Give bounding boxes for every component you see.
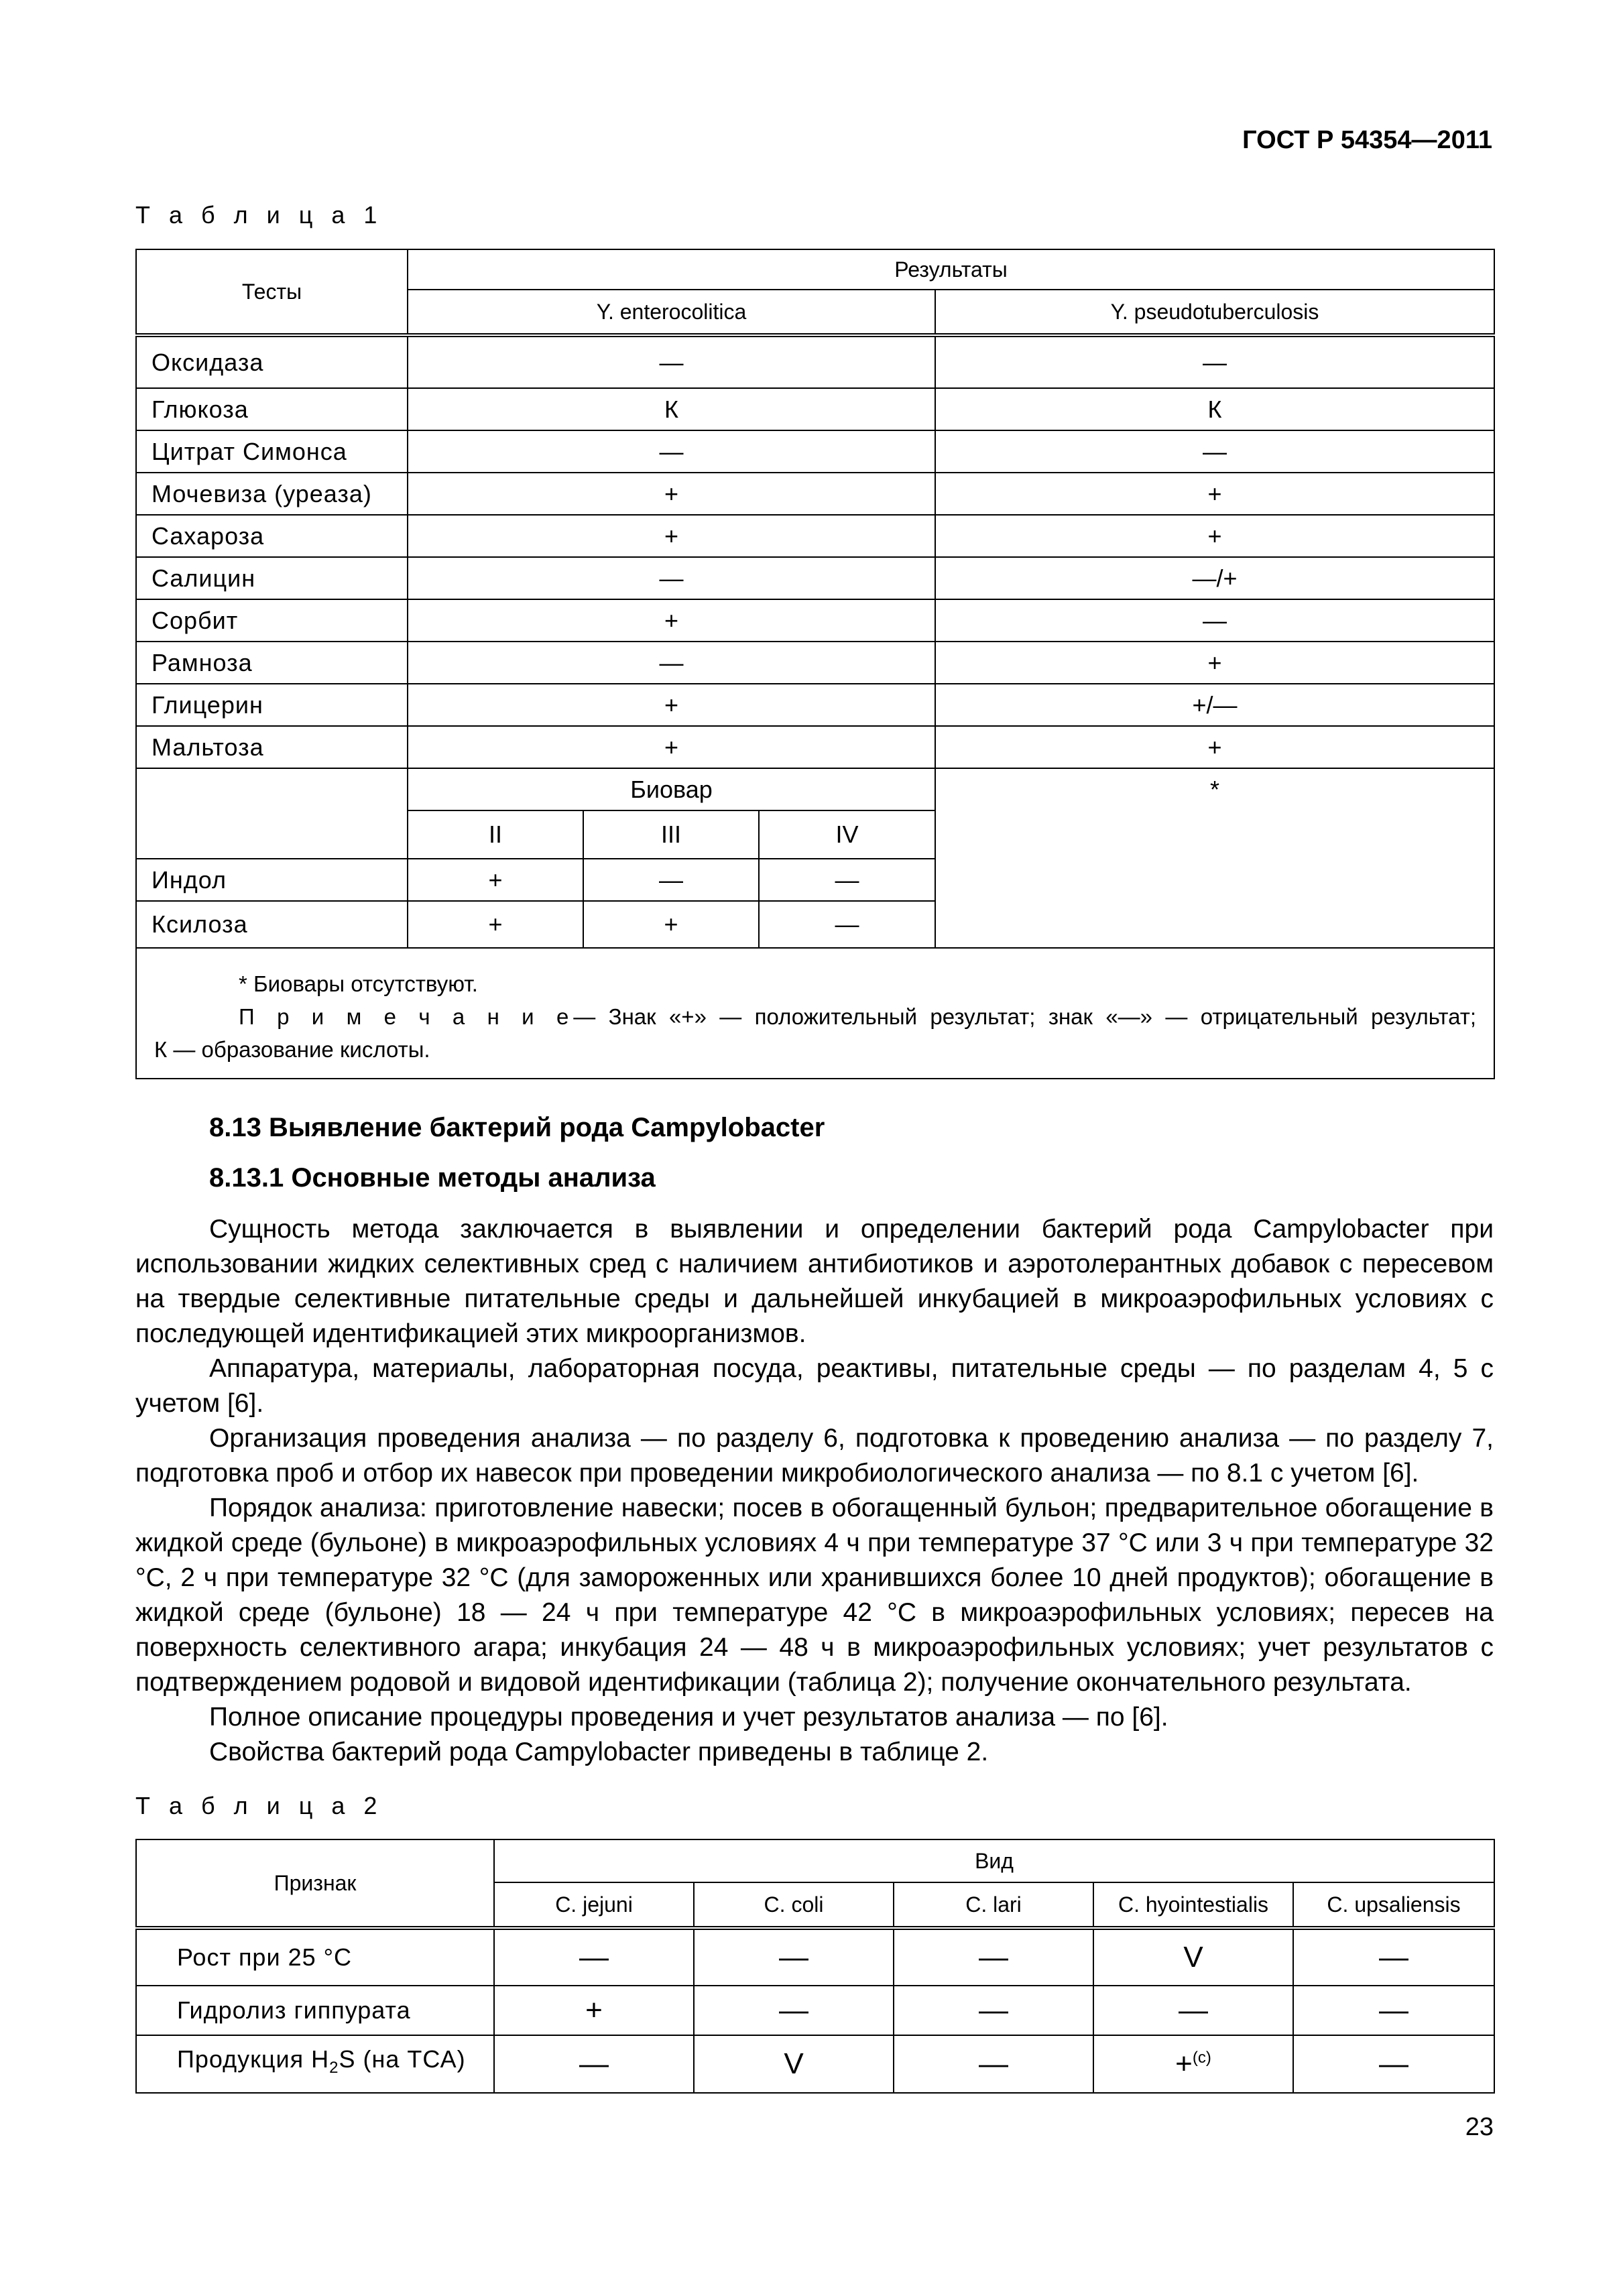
section-title: 8.13 Выявление бактерий рода Campylobacter (209, 1113, 825, 1142)
enterocolitica-value: + (408, 599, 935, 642)
enterocolitica-value: + (408, 684, 935, 726)
subscript: 2 (329, 2059, 339, 2077)
value-text: + (1175, 2047, 1193, 2080)
body-text (135, 1212, 1494, 1770)
sign-name (136, 2035, 494, 2093)
test-name: Глицерин (136, 684, 408, 726)
enterocolitica-value: — (408, 430, 935, 473)
footnote: * Биовары отсутствуют. (239, 971, 478, 996)
page-number: 23 (1465, 2113, 1494, 2141)
test-name: Глюкоза (136, 388, 408, 430)
pseudotuberculosis-value: + (935, 642, 1494, 684)
test-name: Ксилоза (136, 901, 408, 948)
table2-caption: Т а б л и ц а 2 (135, 1792, 383, 1819)
enterocolitica-value: + (408, 726, 935, 768)
table-row (136, 430, 1494, 473)
species-value: — (494, 2035, 694, 2093)
species-name: C. upsaliensis (1293, 1882, 1494, 1928)
pseudotuberculosis-value: К (935, 388, 1494, 430)
test-name: Цитрат Симонса (136, 430, 408, 473)
species-value (1093, 2035, 1293, 2093)
header-sign: Признак (136, 1839, 494, 1928)
species-name: C. hyointestialis (1093, 1882, 1293, 1928)
table-row (136, 335, 1494, 388)
biovar-value: + (408, 901, 583, 948)
table-row (136, 515, 1494, 557)
enterocolitica-value: — (408, 557, 935, 599)
table-row (136, 388, 1494, 430)
biovar-value: + (583, 901, 759, 948)
biovar-value: — (759, 859, 935, 901)
paragraph: Организация проведения анализа — по разделу 6, подготовка к проведению анализа — по разделу 7, подготовка проб и отбор их навесок при проведении микробиологического анализа — по 8.1 с учетом [6]. (135, 1424, 1494, 1488)
sign-text: Продукция H (177, 2045, 330, 2073)
test-name: Салицин (136, 557, 408, 599)
note-text-continued: К — образование кислоты. (154, 1037, 430, 1062)
pseudotuberculosis-value: — (935, 430, 1494, 473)
pseudotuberculosis-value: + (935, 726, 1494, 768)
species-value: — (894, 2035, 1093, 2093)
table1-notes (136, 948, 1494, 1079)
superscript: (с) (1192, 2049, 1211, 2067)
pseudotuberculosis-value: —/+ (935, 557, 1494, 599)
header-results: Результаты (408, 249, 1494, 290)
species-value: + (494, 1986, 694, 2035)
paragraph: Порядок анализа: приготовление навески; посев в обогащенный бульон; предварительное обогащение в жидкой среде (бульоне) в микроаэрофильных условиях 4 ч при температуре 37 °С или 3 ч при температуре 32 °С, 2 ч при температуре 32 °С (для замороженных или хранившихся более 10 дней продуктов); обогащение в жидкой среде (бульоне) 18 — 24 ч при температуре 42 °С в микроаэрофильных условиях; пересев на поверхность селективного агара; инкубация 24 — 48 ч в микроаэрофильных условиях; учет результатов с подтверждением родовой и видовой идентификации (таблица 2); получение окончательного результата. (135, 1494, 1494, 1697)
paragraph: Полное описание процедуры проведения и учет результатов анализа — по [6]. (209, 1703, 1168, 1732)
table-row (136, 557, 1494, 599)
standard-designation: ГОСТ Р 54354—2011 (1242, 126, 1492, 154)
paragraph: Аппаратура, материалы, лабораторная посуда, реактивы, питательные среды — по разделам 4, 5 с учетом [6]. (135, 1354, 1494, 1418)
enterocolitica-value: — (408, 642, 935, 684)
note-label: П р и м е ч а н и е (239, 1004, 574, 1029)
table-row (136, 1928, 1494, 1986)
test-name: Сахароза (136, 515, 408, 557)
test-name: Мальтоза (136, 726, 408, 768)
species-value: — (894, 1986, 1093, 2035)
biovar-value: — (759, 901, 935, 948)
species-value: — (1293, 1986, 1494, 2035)
species-value: — (894, 1928, 1093, 1986)
sign-text: S (на ТСА) (339, 2045, 466, 2073)
enterocolitica-value: + (408, 473, 935, 515)
empty-cell (136, 768, 408, 859)
test-name: Мочевиза (уреаза) (136, 473, 408, 515)
table-row (136, 473, 1494, 515)
test-name: Оксидаза (136, 335, 408, 388)
pseudotuberculosis-value: — (935, 599, 1494, 642)
biovar-value: — (583, 859, 759, 901)
species-value: — (1093, 1986, 1293, 2035)
header-species: Вид (494, 1839, 1494, 1882)
paragraph: Свойства бактерий рода Campylobacter приведены в таблице 2. (209, 1738, 989, 1766)
header-y-enterocolitica: Y. enterocolitica (408, 290, 935, 335)
pseudotuberculosis-value: + (935, 473, 1494, 515)
biovar-value: + (408, 859, 583, 901)
subsection-title: 8.13.1 Основные методы анализа (209, 1163, 656, 1193)
enterocolitica-value: + (408, 515, 935, 557)
table-row (136, 1986, 1494, 2035)
table2 (135, 1839, 1495, 2094)
note-text: — Знак «+» — положительный результат; знак «—» — отрицательный результат; (573, 1004, 1477, 1029)
species-name: C. lari (894, 1882, 1093, 1928)
table-row (136, 599, 1494, 642)
paragraph: Сущность метода заключается в выявлении и определении бактерий рода Campylobacter при использовании жидких селективных сред с наличием антибиотиков и аэротолерантных добавок с пересевом на твердые селективные питательные среды и дальнейшей инкубацией в микроаэрофильных условиях с последующей идентификацией этих микроорганизмов. (135, 1215, 1494, 1348)
test-name: Рамноза (136, 642, 408, 684)
table-row (136, 684, 1494, 726)
header-y-pseudotuberculosis: Y. pseudotuberculosis (935, 290, 1494, 335)
species-value: V (1093, 1928, 1293, 1986)
biovar-label: Биовар (408, 768, 935, 810)
species-value: — (1293, 1928, 1494, 1986)
pseudotuberculosis-value: + (935, 515, 1494, 557)
pseudotuberculosis-value: — (935, 335, 1494, 388)
test-name: Сорбит (136, 599, 408, 642)
header-tests: Тесты (136, 249, 408, 335)
table-row (136, 2035, 1494, 2093)
table1 (135, 249, 1495, 1079)
biovar-number: IV (759, 810, 935, 859)
biovar-number: II (408, 810, 583, 859)
pseudotuberculosis-value: +/— (935, 684, 1494, 726)
species-name: C. jejuni (494, 1882, 694, 1928)
biovar-footnote-mark: * (935, 768, 1494, 948)
species-name: C. coli (694, 1882, 894, 1928)
species-value: — (1293, 2035, 1494, 2093)
species-value: V (694, 2035, 894, 2093)
species-value: — (694, 1986, 894, 2035)
sign-name: Рост при 25 °С (136, 1928, 494, 1986)
enterocolitica-value: К (408, 388, 935, 430)
enterocolitica-value: — (408, 335, 935, 388)
species-value: — (494, 1928, 694, 1986)
sign-name: Гидролиз гиппурата (136, 1986, 494, 2035)
biovar-number: III (583, 810, 759, 859)
table-row (136, 726, 1494, 768)
table-row (136, 642, 1494, 684)
test-name: Индол (136, 859, 408, 901)
table1-caption: Т а б л и ц а 1 (135, 201, 383, 229)
species-value: — (694, 1928, 894, 1986)
